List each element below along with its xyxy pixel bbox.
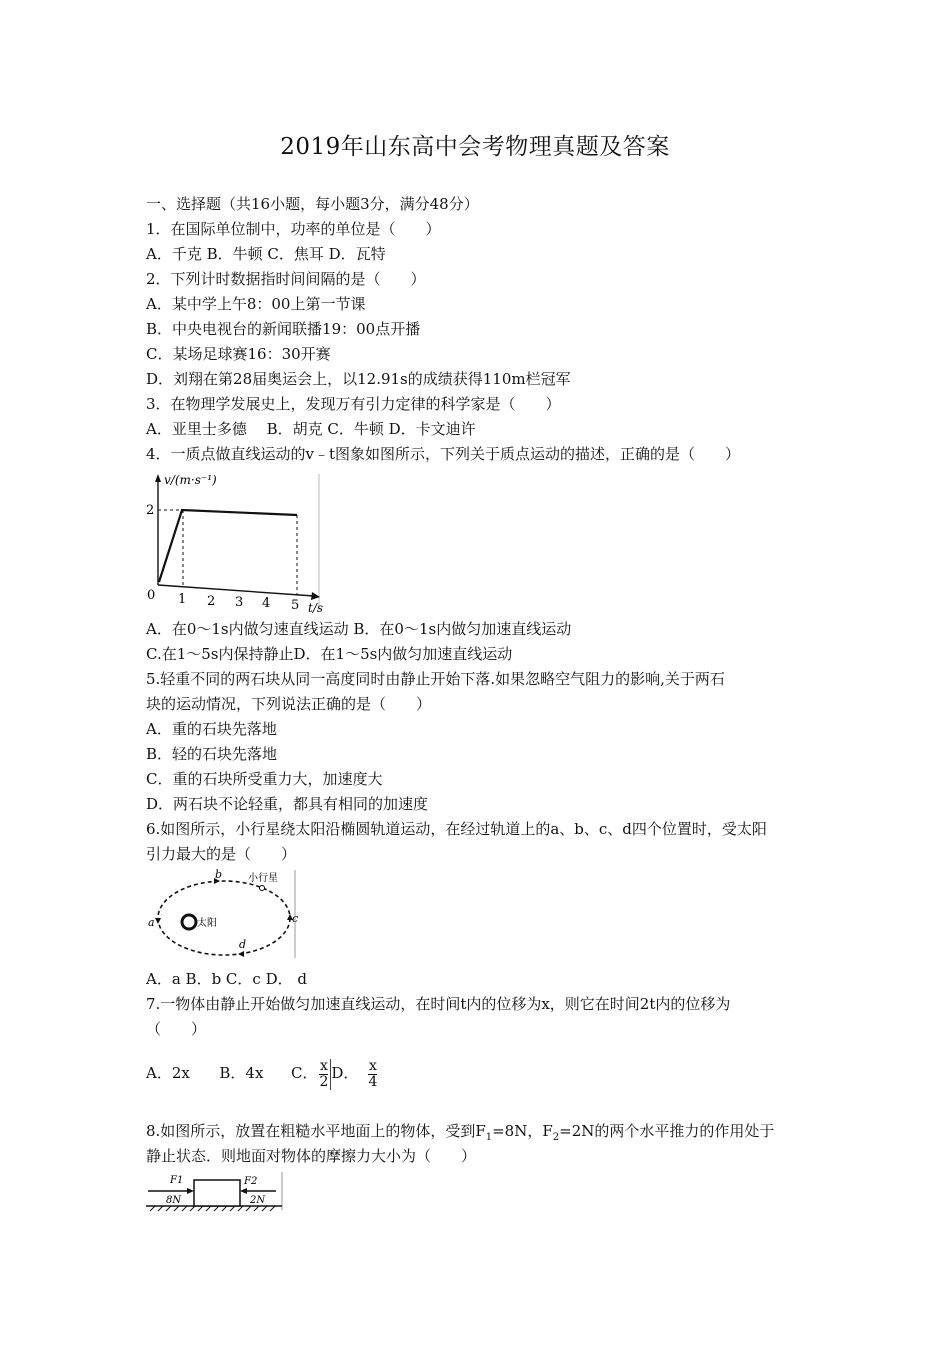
sun-label: 太阳 [197, 918, 217, 929]
q2-option-b: B．中央电视台的新闻联播19：00点开播 [146, 320, 421, 338]
q4-stem: 4．一质点做直线运动的v﹣t图象如图所示，下列关于质点运动的描述，正确的是（ ） [146, 445, 741, 463]
q2-stem: 2．下列计时数据指时间间隔的是（ ） [146, 270, 426, 288]
q7-c-numerator: x [319, 1057, 328, 1074]
q5-stem-line1: 5.轻重不同的两石块从同一高度同时由静止开始下落.如果忽略空气阻力的影响,关于两石 [146, 670, 725, 688]
q5-option-c: C．重的石块所受重力大，加速度大 [146, 770, 383, 788]
f2-arrow-head-icon [240, 1188, 247, 1194]
point-c-label: c [292, 912, 299, 925]
q7-options [146, 1054, 379, 1092]
f2-label: F2 [244, 1176, 258, 1187]
q1-options: A．千克 B．牛顿 C．焦耳 D．瓦特 [146, 245, 386, 263]
q4-options-ab: A．在0～1s内做匀速直线运动 B．在0～1s内做匀加速直线运动 [146, 620, 572, 638]
q5-stem-line2: 块的运动情况，下列说法正确的是（ ） [146, 695, 432, 713]
q7-option-a: A．2x [146, 1064, 190, 1082]
q5-option-d: D．两石块不论轻重，都具有相同的加速度 [146, 795, 429, 813]
q2-option-d: D．刘翔在第28届奥运会上，以12.91s的成绩获得110m栏冠军 [146, 370, 571, 388]
q6-stem-line1: 6.如图所示，小行星绕太阳沿椭圆轨道运动，在经过轨道上的a、b、c、d四个位置时，受太阳 [146, 820, 767, 838]
x-tick-1: 1 [178, 592, 187, 607]
block [194, 1180, 240, 1206]
q5-option-a: A．重的石块先落地 [146, 720, 277, 738]
q8-stem-line1 [146, 1121, 774, 1148]
x-tick-4: 4 [262, 596, 271, 611]
sun-icon [182, 915, 196, 929]
vt-graph-figure [142, 470, 332, 615]
elliptical-orbit [158, 881, 290, 955]
f1-arrow-head-icon [187, 1188, 194, 1194]
q8-sub2: 2 [552, 1132, 560, 1143]
q6-options: A．a B．b C．c D． d [146, 970, 307, 988]
q7-fraction-c [317, 1059, 331, 1090]
q8-sub1: 1 [485, 1132, 493, 1143]
q7-d-denominator: 4 [368, 1073, 378, 1090]
origin-label: 0 [147, 588, 156, 603]
f1-label: F1 [170, 1175, 184, 1186]
q8-stem-part3: =2N的两个水平推力的作用处于 [559, 1122, 775, 1140]
f1-value: 8N [166, 1195, 182, 1206]
y-axis-label: v/(m·s⁻¹) [164, 473, 217, 487]
y-tick-2: 2 [146, 503, 155, 518]
q2-option-c: C．某场足球赛16：30开赛 [146, 345, 331, 363]
x-axis-label: t/s [308, 601, 324, 615]
x-tick-2: 2 [207, 594, 216, 609]
q7-option-b: B．4x [219, 1064, 264, 1082]
page-title: 2019年山东高中会考物理真题及答案 [280, 134, 670, 160]
force-figure [144, 1170, 286, 1212]
q7-c-denominator: 2 [319, 1073, 329, 1090]
q3-options: A．亚里士多德 B．胡克 C．牛顿 D．卡文迪许 [146, 420, 476, 438]
x-tick-3: 3 [235, 595, 244, 610]
q7-option-c: C． [291, 1064, 318, 1082]
point-b-label: b [215, 868, 223, 881]
y-axis-arrow-icon [155, 474, 161, 482]
q3-stem: 3．在物理学发展史上，发现万有引力定律的科学家是（ ） [146, 395, 561, 413]
q5-option-b: B．轻的石块先落地 [146, 745, 278, 763]
planet-icon [260, 886, 265, 891]
orbit-arrow-left-icon [155, 918, 161, 924]
section-heading: 一、选择题（共16小题，每小题3分，满分48分） [146, 195, 479, 213]
q7-paren: （ ） [146, 1020, 207, 1038]
x-tick-5: 5 [291, 598, 300, 613]
q8-stem-part1: 8.如图所示，放置在粗糙水平地面上的物体，受到F [146, 1122, 486, 1140]
q7-fraction-d [366, 1059, 379, 1090]
orbit-arrow-bottom-icon [238, 951, 244, 957]
planet-label: 小行星 [248, 873, 278, 884]
q7-option-d: D． [331, 1064, 359, 1082]
q1-stem: 1．在国际单位制中，功率的单位是（ ） [146, 220, 441, 238]
orbit-figure [142, 868, 300, 960]
q7-d-numerator: x [368, 1057, 377, 1074]
q8-stem-part2: =8N，F [492, 1122, 553, 1140]
q2-option-a: A．某中学上午8：00上第一节课 [146, 295, 366, 313]
q6-stem-line2: 引力最大的是（ ） [146, 845, 297, 863]
point-a-label: a [148, 916, 155, 929]
f2-value: 2N [250, 1195, 266, 1206]
q4-options-cd: C.在1～5s内保持静止D．在1～5s内做匀加速直线运动 [146, 645, 513, 663]
q7-stem: 7.一物体由静止开始做匀加速直线运动，在时间t内的位移为x，则它在时间2t内的位移为 [146, 995, 731, 1013]
point-d-label: d [239, 938, 247, 951]
velocity-line [159, 510, 297, 582]
q8-stem-line2: 静止状态．则地面对物体的摩擦力大小为（ ） [146, 1147, 477, 1165]
